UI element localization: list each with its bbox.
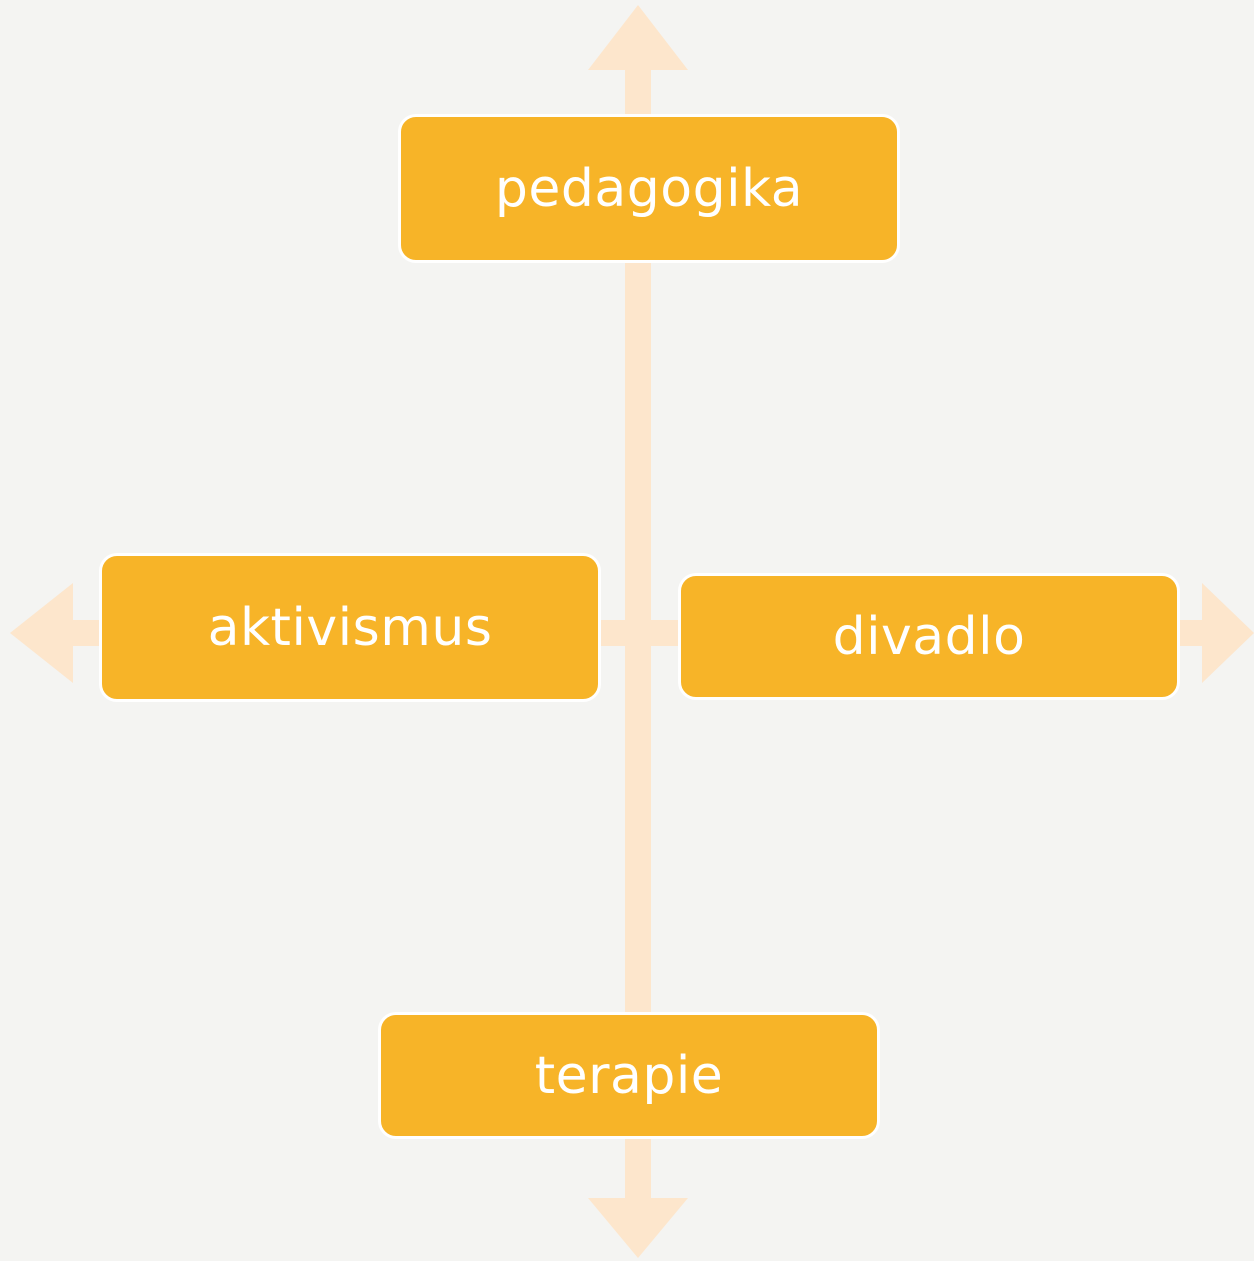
node-terapie <box>378 1012 880 1139</box>
node-pedagogika <box>398 114 900 263</box>
node-label: terapie <box>534 1045 724 1106</box>
arrow-head-left-icon <box>10 583 73 683</box>
arrow-head-down-icon <box>588 1198 688 1258</box>
node-aktivismus <box>99 553 601 702</box>
node-divadlo <box>678 573 1180 700</box>
node-label: pedagogika <box>494 158 804 219</box>
node-label: divadlo <box>832 606 1026 667</box>
node-label: aktivismus <box>207 597 493 658</box>
arrow-head-right-icon <box>1202 583 1254 683</box>
arrow-head-up-icon <box>588 5 688 70</box>
